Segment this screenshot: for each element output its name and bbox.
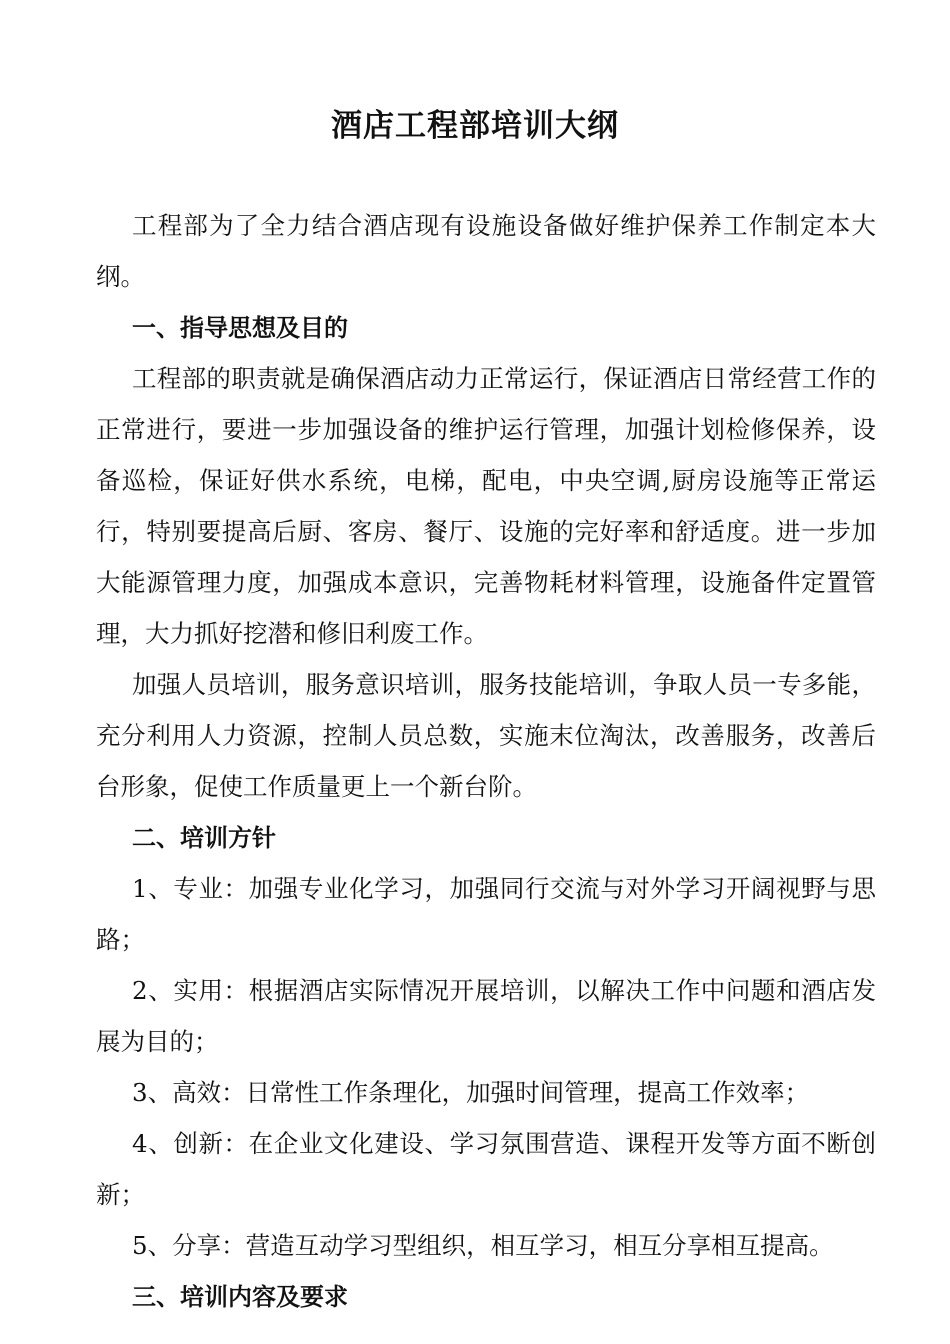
section-1-heading: 一、指导思想及目的 — [132, 313, 348, 342]
section-1-paragraph-2: 加强人员培训，服务意识培训，服务技能培训，争取人员一专多能，充分利用人力资源，控制人员总数，实施末位淘汰，改善服务，改善后台形象，促使工作质量更上一个新台阶。 — [96, 670, 876, 801]
section-3-heading: 三、培训内容及要求 — [132, 1282, 348, 1311]
principle-item-2: 2、实用：根据酒店实际情况开展培训，以解决工作中问题和酒店发展为目的； — [96, 976, 876, 1056]
principle-item-3: 3、高效：日常性工作条理化，加强时间管理，提高工作效率； — [132, 1078, 810, 1107]
principle-item-5: 5、分享：营造互动学习型组织，相互学习，相互分享相互提高。 — [132, 1231, 834, 1260]
document-title: 酒店工程部培训大纲 — [331, 108, 619, 144]
principle-item-4: 4、创新：在企业文化建设、学习氛围营造、课程开发等方面不断创新； — [96, 1129, 876, 1209]
principle-item-1: 1、专业：加强专业化学习，加强同行交流与对外学习开阔视野与思路； — [96, 874, 876, 954]
intro-paragraph: 工程部为了全力结合酒店现有设施设备做好维护保养工作制定本大纲。 — [96, 211, 876, 291]
document-body — [96, 200, 876, 1322]
section-1-paragraph-1: 工程部的职责就是确保酒店动力正常运行，保证酒店日常经营工作的正常进行，要进一步加强设备的维护运行管理，加强计划检修保养，设备巡检，保证好供水系统，电梯，配电，中央空调,厨房设施等正常运行，特别要提高后厨、客房、餐厅、设施的完好率和舒适度。进一步加大能源管理力度，加强成本意识，完善物耗材料管理，设施备件定置管理，大力抓好挖潜和修旧利废工作。 — [96, 364, 876, 648]
section-2-heading: 二、培训方针 — [132, 823, 276, 852]
